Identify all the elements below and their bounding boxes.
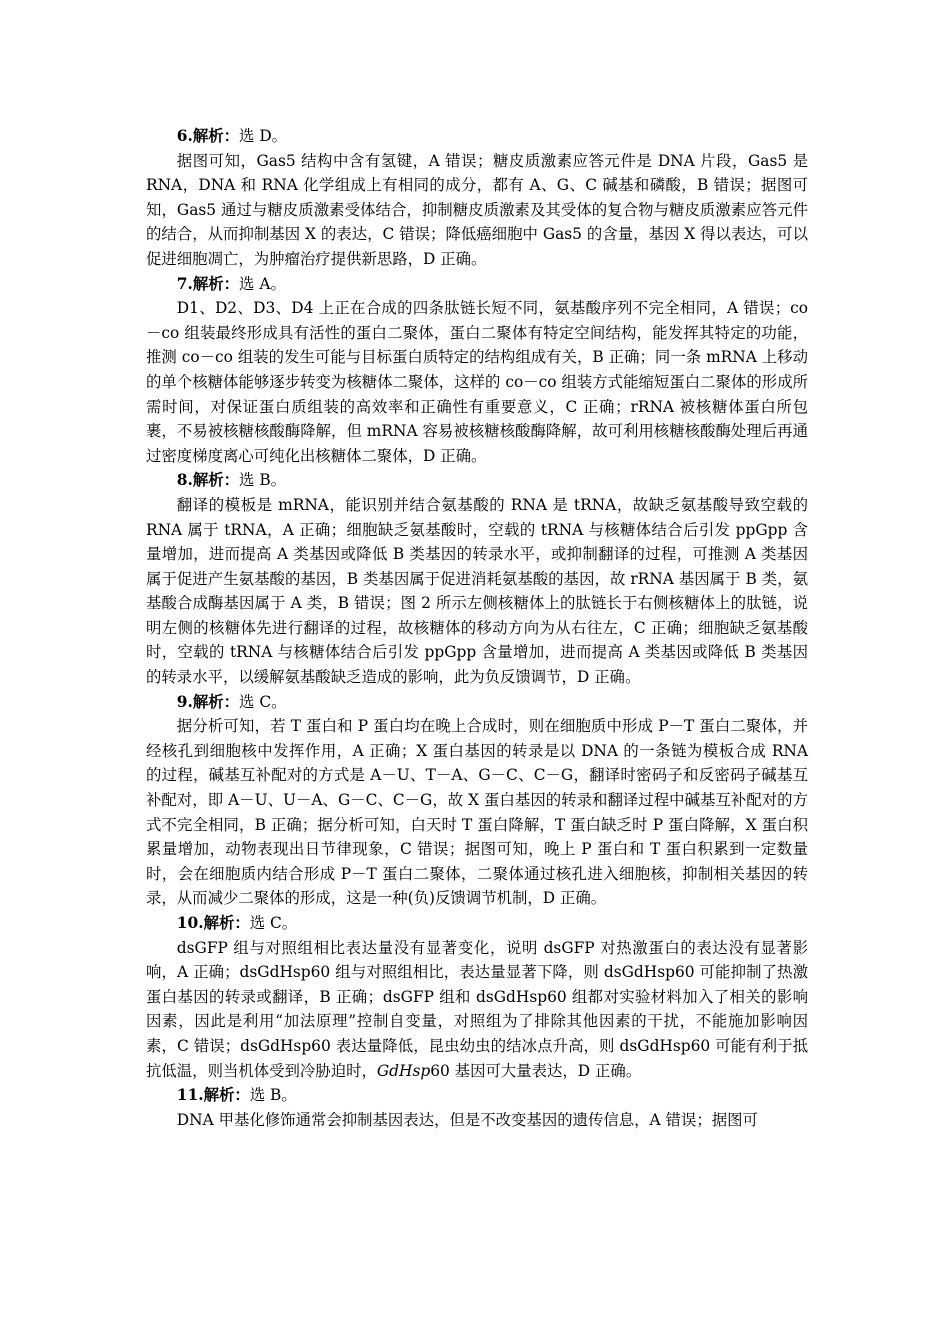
document-page bbox=[146, 124, 808, 1132]
section-6-answer: 选 D。 bbox=[239, 127, 288, 145]
section-8-answer: 选 B。 bbox=[239, 471, 287, 490]
section-11-label: 11.解析： bbox=[176, 1086, 250, 1105]
gene-name-italic: GdHsp bbox=[376, 1061, 431, 1080]
section-10-body-part-3: 60 基因可大量表达，D 正确。 bbox=[430, 1061, 642, 1080]
section-8-body: 翻译的模板是 mRNA，能识别并结合氨基酸的 RNA 是 tRNA，故缺乏氨基酸导致空载的 RNA 属于 tRNA，A 正确；细胞缺乏氨基酸时，空载的 tRNA 与核糖体结合后引发 ppGpp 含量增加，进而提高 A 类基因或降低 B 类基因的转录水平，或抑制翻译的过程，可推测 A 类基因属于促进产生氨基酸的基因，B 类基因属于促进消耗氨基酸的基因，故 rRNA 基因属于 B 类，氨基酸合成酶基因属于 A 类，B 错误；图 2 所示左侧核糖体上的肽链长于右侧核糖体上的肽链，说明左侧的核糖体先进行翻译的过程，故核糖体的移动方向为从右往左，C 正确；细胞缺乏氨基酸时，空载的 tRNA 与核糖体结合后引发 ppGpp 含量增加，进而提高 A 类基因或降低 B 类基因的转录水平，以缓解氨基酸缺乏造成的影响，此为负反馈调节，D 正确。 bbox=[146, 495, 808, 687]
section-9-body: 据分析可知，若 T 蛋白和 P 蛋白均在晚上合成时，则在细胞质中形成 P－T 蛋白二聚体，并经核孔到细胞核中发挥作用，A 正确；X 蛋白基因的转录是以 DNA 的一条链为模板合成 RNA 的过程，碱基互补配对的方式是 A－U、T－A、G－C、C－G，翻译时密码子和反密码子碱基互补配对，即 A－U、U－A、G－C、C－G，故 X 蛋白基因的转录和翻译过程中碱基互补配对的方式不完全相同，B 正确；据分析可知，白天时 T 蛋白降解，T 蛋白缺乏时 P 蛋白降解，X 蛋白积累量增加，动物表现出日节律现象，C 错误；据图可知，晚上 P 蛋白和 T 蛋白积累到一定数量时，会在细胞质内结合形成 P－T 蛋白二聚体，二聚体通过核孔进入细胞核，抑制相关基因的转录，从而减少二聚体的形成，这是一种(负)反馈调节机制，D 正确。 bbox=[146, 717, 808, 908]
section-10-heading bbox=[146, 911, 808, 936]
section-6-body: 据图可知，Gas5 结构中含有氢键，A 错误；糖皮质激素应答元件是 DNA 片段，Gas5 是 RNA，DNA 和 RNA 化学组成上有相同的成分，都有 A、G、C 碱基和磷酸，B 错误；据图可知，Gas5 通过与糖皮质激素受体结合，抑制糖皮质激素及其受体的复合物与糖皮质激素应答元件的结合，从而抑制基因 X 的表达，C 错误；降低癌细胞中 Gas5 的含量，基因 X 得以表达，可以促进细胞凋亡，为肿瘤治疗提供新思路，D 正确。 bbox=[146, 151, 808, 268]
section-7-label: 7.解析： bbox=[176, 274, 240, 293]
section-10-answer: 选 C。 bbox=[249, 914, 298, 932]
section-7-body: D1、D2、D3、D4 上正在合成的四条肽链长短不同，氨基酸序列不完全相同，A 错误；co－co 组装最终形成具有活性的蛋白二聚体，蛋白二聚体有特定空间结构，能发挥其特定的功能，推测 co－co 组装的发生可能与目标蛋白质特定的结构组成有关，B 正确；同一条 mRNA 上移动的单个核糖体能够逐步转变为核糖体二聚体，这样的 co－co 组装方式能缩短蛋白二聚体的形成所需时间，对保证蛋白质组装的高效率和正确性有重要意义，C 正确；rRNA 被核糖体蛋白所包裹，不易被核糖核酸酶降解，但 mRNA 容易被核糖核酸酶降解，故可利用核糖核酸酶处理后再通过密度梯度离心可纯化出核糖体二聚体，D 正确。 bbox=[146, 299, 808, 465]
section-9-label: 9.解析： bbox=[176, 692, 240, 711]
section-7-answer: 选 A。 bbox=[239, 274, 286, 293]
section-7-heading bbox=[146, 272, 808, 297]
section-10-body bbox=[146, 936, 808, 1084]
section-10-label: 10.解析： bbox=[176, 914, 250, 932]
section-11-body: DNA 甲基化修饰通常会抑制基因表达，但是不改变基因的遗传信息，A 错误；据图可 bbox=[176, 1110, 758, 1129]
section-9-heading bbox=[146, 690, 808, 715]
section-6-label: 6.解析： bbox=[176, 127, 240, 145]
section-8-heading bbox=[146, 468, 808, 493]
section-10-body-part-1: dsGFP 组与对照组相比表达量没有显著变化，说明 dsGFP 对热激蛋白的表达没有显著影响，A 正确；dsGdHsp60 组与对照组相比，表达量显著下降，则 dsGdHsp60 可能抑制了热激蛋白基因的转录或翻译，B 正确；dsGFP 组和 dsGdHsp60 组都对实验材料加入了相关的影响因素，因此是利用“加法原理”控制自变量，对照组为了排除其他因素的干扰，不能施加影响因素，C 错误；dsGdHsp60 表达量降低，昆虫幼虫的结冰点升高，则 dsGdHsp60 可能有利于抵抗低温，则当机体受到冷胁迫时， bbox=[146, 938, 808, 1080]
section-11-answer: 选 B。 bbox=[249, 1086, 297, 1105]
section-11-heading bbox=[146, 1083, 808, 1108]
section-9-answer: 选 C。 bbox=[239, 692, 287, 711]
section-8-label: 8.解析： bbox=[176, 471, 240, 490]
section-6-heading bbox=[146, 124, 808, 149]
